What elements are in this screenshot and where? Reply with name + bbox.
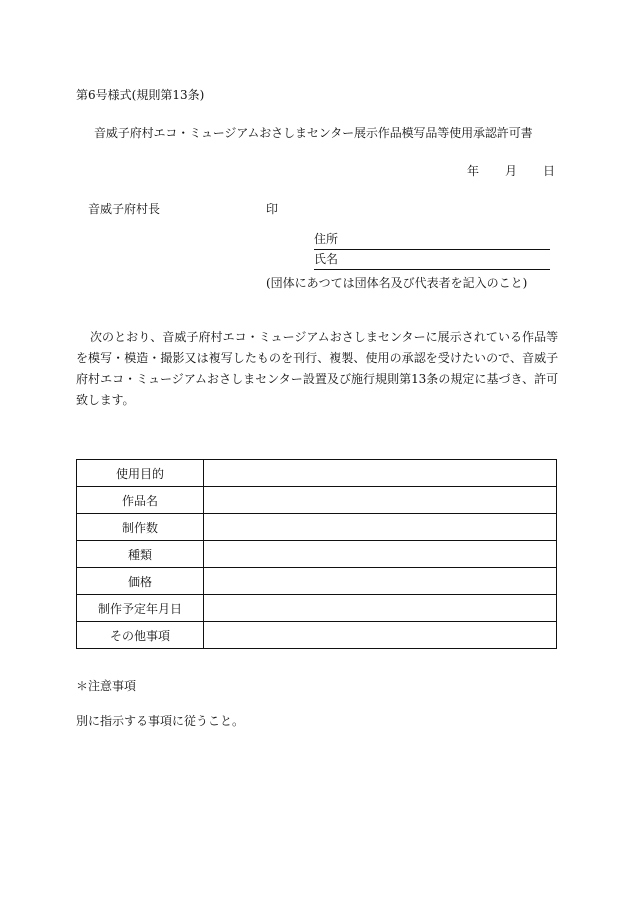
form-number: 第6号様式(規則第13条) xyxy=(76,88,205,102)
table-row xyxy=(77,514,557,541)
date-line xyxy=(467,162,555,179)
table-row xyxy=(77,541,557,568)
info-table xyxy=(76,459,557,649)
document-title: 音威子府村エコ・ミュージアムおさしまセンター展示作品模写品等使用承認許可書 xyxy=(94,126,533,140)
row-label: 使用目的 xyxy=(77,460,204,487)
row-label: 作品名 xyxy=(77,487,204,514)
row-label: 価格 xyxy=(77,568,204,595)
table-row xyxy=(77,487,557,514)
row-label: 制作数 xyxy=(77,514,204,541)
applicant-address-line xyxy=(314,233,550,250)
notes-heading: ＊注意事項 xyxy=(76,679,137,693)
date-day: 日 xyxy=(543,164,556,178)
row-value xyxy=(204,541,557,568)
table-row xyxy=(77,568,557,595)
applicant-address-label: 住所 xyxy=(314,232,339,246)
date-year: 年 xyxy=(467,164,480,178)
row-label: 種類 xyxy=(77,541,204,568)
body-text: 次のとおり、音威子府村エコ・ミュージアムおさしまセンターに展示されている作品等を模写・模造・撮影又は複写したものを刊行、複製、使用の承認を受けたいので、音威子府村エコ・ミュージアムおさしまセンター設置及び施行規則第13条の規定に基づき、許可致します。 xyxy=(76,330,558,407)
row-value xyxy=(204,514,557,541)
date-month: 月 xyxy=(505,164,518,178)
applicant-name-label: 氏名 xyxy=(314,252,339,266)
row-label: その他事項 xyxy=(77,622,204,649)
row-value xyxy=(204,460,557,487)
applicant-note: (団体にあつては団体名及び代表者を記入のこと) xyxy=(266,276,528,290)
row-value xyxy=(204,568,557,595)
row-value xyxy=(204,595,557,622)
applicant-name-line xyxy=(314,253,550,270)
row-value xyxy=(204,487,557,514)
table-row xyxy=(77,622,557,649)
seal-mark: 印 xyxy=(266,202,279,216)
row-value xyxy=(204,622,557,649)
addressee: 音威子府村長 xyxy=(88,202,161,216)
notes-text: 別に指示する事項に従うこと。 xyxy=(76,714,245,728)
table-row xyxy=(77,595,557,622)
table-row xyxy=(77,460,557,487)
row-label: 制作予定年月日 xyxy=(77,595,204,622)
